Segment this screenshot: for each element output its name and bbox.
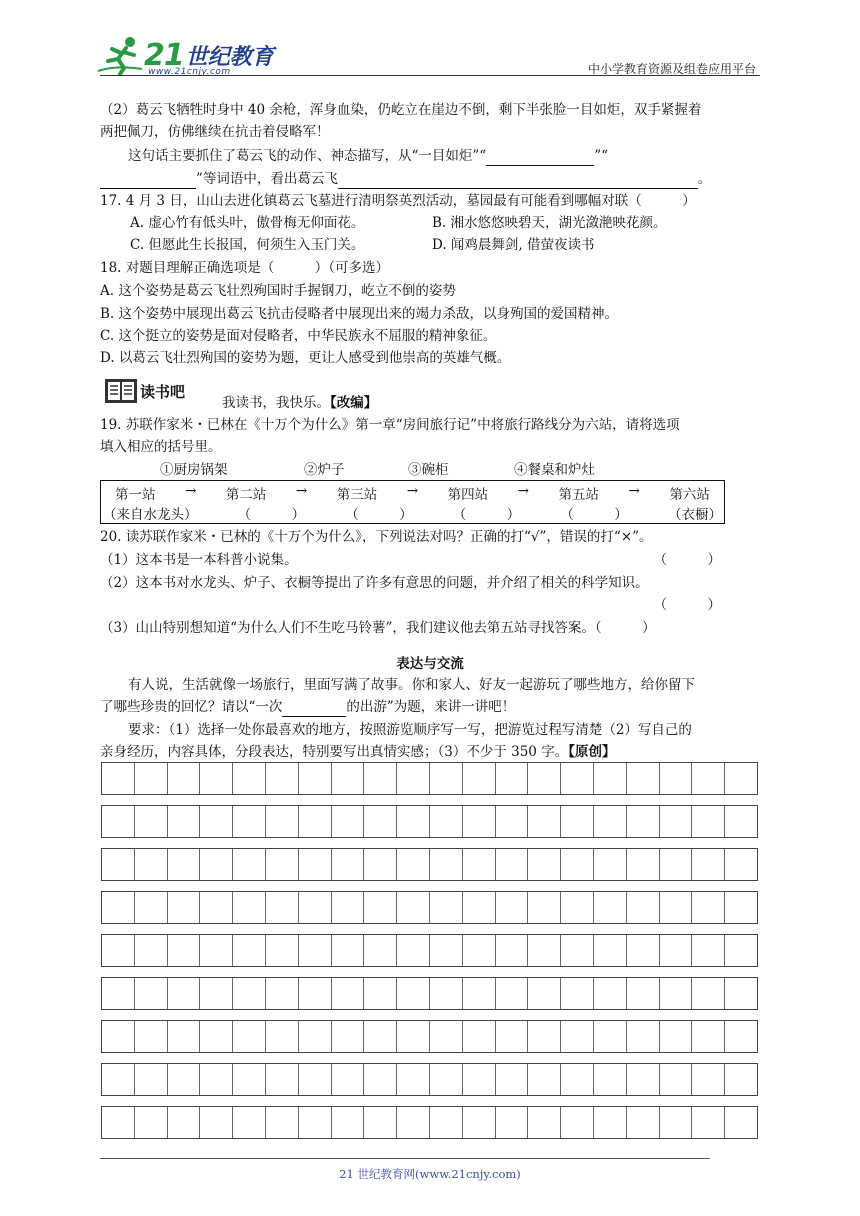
grid-cell[interactable] — [496, 978, 529, 1009]
grid-cell[interactable] — [627, 1021, 660, 1052]
question-17-stem: 17. 4 月 3 日，山山去进化镇葛云飞墓进行清明祭英烈活动，墓园最有可能看到哪幅对联（ ） — [100, 193, 696, 209]
grid-cell[interactable] — [299, 1021, 332, 1052]
grid-cell[interactable] — [135, 892, 168, 923]
writing-grid[interactable] — [101, 762, 758, 1149]
grid-cell[interactable] — [561, 935, 594, 966]
judgement-blank[interactable]: （ ） — [653, 597, 721, 613]
grid-cell[interactable] — [266, 935, 299, 966]
option-c[interactable]: C. 这个挺立的姿势是面对侵略者，中华民族永不屈服的精神象征。 — [100, 328, 497, 344]
option-b[interactable]: B. 这个姿势中展现出葛云飞抗击侵略者中展现出来的竭力杀敌，以身殉国的爱国精神。 — [100, 306, 619, 322]
grid-cell[interactable] — [496, 1107, 529, 1138]
arrow-icon: → — [185, 483, 197, 499]
grid-cell[interactable] — [364, 849, 397, 880]
grid-cell[interactable] — [463, 849, 496, 880]
grid-cell[interactable] — [332, 1107, 365, 1138]
option-c[interactable]: C. 但愿此生长报国，何须生入玉门关。 — [130, 237, 365, 253]
grid-cell[interactable] — [496, 935, 529, 966]
grid-cell[interactable] — [200, 1021, 233, 1052]
judgement-blank[interactable]: （ ） — [653, 552, 721, 568]
grid-cell[interactable] — [660, 1107, 693, 1138]
grid-cell[interactable] — [528, 1064, 561, 1095]
grid-cell[interactable] — [725, 935, 757, 966]
grid-cell[interactable] — [692, 978, 725, 1009]
grid-row[interactable] — [101, 891, 758, 924]
grid-cell[interactable] — [463, 892, 496, 923]
grid-cell[interactable] — [463, 935, 496, 966]
grid-cell[interactable] — [168, 978, 201, 1009]
grid-cell[interactable] — [594, 935, 627, 966]
grid-cell[interactable] — [528, 978, 561, 1009]
choice: ④餐桌和炉灶 — [514, 462, 595, 478]
grid-cell[interactable] — [660, 1064, 693, 1095]
grid-cell[interactable] — [200, 892, 233, 923]
grid-cell[interactable] — [496, 806, 529, 837]
question-17-options-row-1 — [100, 213, 795, 233]
question-20-item-1 — [100, 550, 765, 570]
grid-cell[interactable] — [266, 763, 299, 794]
grid-cell[interactable] — [561, 1064, 594, 1095]
book-icon — [104, 376, 138, 404]
arrow-icon: → — [295, 483, 308, 499]
grid-cell[interactable] — [332, 892, 365, 923]
grid-cell[interactable] — [332, 806, 365, 837]
option-a[interactable]: A. 这个姿势是葛云飞壮烈殉国时手握钢刀，屹立不倒的姿势 — [100, 283, 456, 299]
grid-cell[interactable] — [496, 849, 529, 880]
grid-cell[interactable] — [364, 1064, 397, 1095]
grid-cell[interactable] — [496, 763, 529, 794]
grid-cell[interactable] — [627, 1064, 660, 1095]
grid-cell[interactable] — [725, 1107, 757, 1138]
grid-cell[interactable] — [496, 892, 529, 923]
grid-cell[interactable] — [594, 892, 627, 923]
choice: ②炉子 — [304, 462, 345, 478]
station-answer: （来自水龙头） — [103, 507, 198, 523]
station-answer-blank[interactable]: （ ） — [452, 507, 521, 523]
reading-subtitle-row — [222, 393, 377, 413]
footer-divider — [100, 1158, 710, 1159]
grid-cell[interactable] — [660, 1021, 693, 1052]
choice: ①厨房锅架 — [160, 462, 228, 478]
grid-cell[interactable] — [660, 763, 693, 794]
runner-icon — [96, 35, 144, 75]
grid-cell[interactable] — [496, 1021, 529, 1052]
grid-cell[interactable] — [463, 1064, 496, 1095]
passage-line-2: 两把佩刀，仿佛继续在抗击着侵略军！ — [100, 124, 330, 140]
grid-cell[interactable] — [364, 978, 397, 1009]
grid-cell[interactable] — [299, 978, 332, 1009]
grid-row[interactable] — [101, 848, 758, 881]
question-17-options-row-2 — [100, 235, 795, 255]
station-answer-blank[interactable]: （ ） — [237, 507, 306, 523]
route-stations-row — [101, 483, 724, 503]
grid-cell[interactable] — [168, 806, 201, 837]
grid-cell[interactable] — [561, 849, 594, 880]
grid-row[interactable] — [101, 934, 758, 967]
grid-cell[interactable] — [397, 806, 430, 837]
grid-cell[interactable] — [299, 1064, 332, 1095]
option-d[interactable]: D. 以葛云飞壮烈殉国的姿势为题，更让人感受到他崇高的英雄气概。 — [100, 350, 511, 366]
grid-cell[interactable] — [594, 849, 627, 880]
grid-cell[interactable] — [594, 763, 627, 794]
grid-cell[interactable] — [102, 849, 135, 880]
logo-text: 世纪教育 — [185, 44, 274, 70]
question-18-stem: 18. 对题目理解正确选项是（ ）（可多选） — [100, 260, 390, 276]
footer-text: 21 世纪教育网(www.21cnjy.com) — [339, 1167, 521, 1181]
grid-cell[interactable] — [660, 849, 693, 880]
grid-cell[interactable] — [397, 892, 430, 923]
grid-cell[interactable] — [430, 763, 463, 794]
grid-cell[interactable] — [332, 935, 365, 966]
question-20-stem: 20. 读苏联作家米・已林的《十万个为什么》，下列说法对吗？正确的打“√”，错误的打“×”。 — [100, 529, 653, 545]
essay-title-blank[interactable] — [282, 700, 346, 717]
option-d[interactable]: D. 闻鸡晨舞剑, 借萤夜读书 — [432, 237, 595, 253]
grid-cell[interactable] — [332, 1021, 365, 1052]
essay-requirements-line-1: 要求：（1）选择一处你最喜欢的地方，按照游览顺序写一写，把游览过程写清楚（2）写自己的 — [128, 722, 692, 738]
logo-number: 21 — [144, 37, 184, 73]
grid-cell[interactable] — [561, 806, 594, 837]
judgement-blank[interactable]: （ ） — [594, 620, 656, 636]
grid-cell[interactable] — [725, 1021, 757, 1052]
grid-cell[interactable] — [266, 1021, 299, 1052]
logo-url: www.21cnjy.com — [148, 67, 231, 77]
question-19-stem-1: 19. 苏联作家米・已林在《十万个为什么》第一章“房间旅行记”中将旅行路线分为六站，请将选项 — [100, 417, 680, 433]
grid-cell[interactable] — [364, 1021, 397, 1052]
grid-cell[interactable] — [168, 1021, 201, 1052]
grid-cell[interactable] — [135, 849, 168, 880]
grid-cell[interactable] — [135, 763, 168, 794]
grid-cell[interactable] — [200, 935, 233, 966]
grid-cell[interactable] — [692, 763, 725, 794]
grid-cell[interactable] — [168, 1064, 201, 1095]
grid-cell[interactable] — [233, 1064, 266, 1095]
grid-cell[interactable] — [233, 892, 266, 923]
reading-section-icon — [104, 376, 190, 404]
grid-cell[interactable] — [332, 1064, 365, 1095]
grid-cell[interactable] — [299, 806, 332, 837]
source-tag: 【改编】 — [330, 395, 378, 411]
station-label: 第四站 — [447, 487, 489, 503]
arrow-icon: → — [517, 483, 529, 499]
grid-cell[interactable] — [528, 1107, 561, 1138]
grid-cell[interactable] — [594, 1107, 627, 1138]
grid-cell[interactable] — [233, 1021, 266, 1052]
grid-cell[interactable] — [299, 1107, 332, 1138]
grid-cell[interactable] — [627, 849, 660, 880]
question-20-item-3 — [100, 618, 765, 638]
grid-row[interactable] — [101, 762, 758, 795]
option-b[interactable]: B. 湘水悠悠映碧天，湖光潋滟映花颜。 — [432, 215, 667, 231]
grid-cell[interactable] — [102, 892, 135, 923]
grid-cell[interactable] — [627, 978, 660, 1009]
grid-cell[interactable] — [594, 978, 627, 1009]
reading-subtitle: 我读书，我快乐。 — [222, 395, 330, 411]
grid-cell[interactable] — [594, 806, 627, 837]
route-table — [100, 480, 725, 524]
grid-cell[interactable] — [135, 1021, 168, 1052]
grid-cell[interactable] — [594, 1021, 627, 1052]
grid-cell[interactable] — [233, 1107, 266, 1138]
grid-cell[interactable] — [692, 1021, 725, 1052]
grid-cell[interactable] — [692, 1107, 725, 1138]
grid-cell[interactable] — [463, 1107, 496, 1138]
grid-cell[interactable] — [463, 763, 496, 794]
grid-cell[interactable] — [233, 763, 266, 794]
grid-cell[interactable] — [266, 1107, 299, 1138]
grid-cell[interactable] — [200, 1107, 233, 1138]
grid-cell[interactable] — [725, 892, 757, 923]
grid-cell[interactable] — [430, 978, 463, 1009]
essay-prompt-text: 的出游”为题，来讲一讲吧！ — [346, 699, 516, 715]
grid-cell[interactable] — [463, 978, 496, 1009]
grid-cell[interactable] — [725, 763, 757, 794]
grid-cell[interactable] — [200, 763, 233, 794]
answer-blank[interactable] — [100, 172, 196, 189]
grid-cell[interactable] — [168, 892, 201, 923]
station-answer-blank[interactable]: （ ） — [560, 507, 628, 523]
grid-cell[interactable] — [725, 849, 757, 880]
grid-cell[interactable] — [135, 935, 168, 966]
grid-cell[interactable] — [266, 1064, 299, 1095]
grid-cell[interactable] — [102, 1021, 135, 1052]
passage-text: 。 — [697, 171, 712, 187]
grid-cell[interactable] — [594, 1064, 627, 1095]
grid-cell[interactable] — [528, 1021, 561, 1052]
grid-cell[interactable] — [233, 978, 266, 1009]
grid-cell[interactable] — [233, 806, 266, 837]
grid-row[interactable] — [101, 1020, 758, 1053]
grid-cell[interactable] — [430, 935, 463, 966]
grid-cell[interactable] — [102, 935, 135, 966]
grid-cell[interactable] — [561, 1107, 594, 1138]
grid-cell[interactable] — [397, 935, 430, 966]
grid-cell[interactable] — [266, 806, 299, 837]
grid-cell[interactable] — [200, 849, 233, 880]
passage-text: ”等词语中，看出葛云飞 — [196, 171, 338, 187]
grid-cell[interactable] — [397, 1107, 430, 1138]
grid-cell[interactable] — [135, 978, 168, 1009]
grid-cell[interactable] — [135, 1064, 168, 1095]
grid-row[interactable] — [101, 977, 758, 1010]
grid-cell[interactable] — [168, 763, 201, 794]
grid-cell[interactable] — [299, 849, 332, 880]
grid-cell[interactable] — [102, 1107, 135, 1138]
grid-cell[interactable] — [430, 1021, 463, 1052]
grid-cell[interactable] — [627, 763, 660, 794]
grid-cell[interactable] — [266, 978, 299, 1009]
grid-cell[interactable] — [692, 1064, 725, 1095]
route-answers-row — [101, 503, 724, 523]
grid-cell[interactable] — [168, 849, 201, 880]
grid-cell[interactable] — [692, 849, 725, 880]
grid-cell[interactable] — [168, 1107, 201, 1138]
grid-cell[interactable] — [332, 849, 365, 880]
grid-cell[interactable] — [299, 892, 332, 923]
grid-cell[interactable] — [692, 806, 725, 837]
passage-line-4 — [100, 169, 765, 189]
answer-blank[interactable] — [338, 172, 698, 189]
grid-cell[interactable] — [627, 935, 660, 966]
grid-cell[interactable] — [692, 935, 725, 966]
grid-cell[interactable] — [528, 806, 561, 837]
passage-text: ”“ — [594, 148, 609, 164]
grid-cell[interactable] — [528, 935, 561, 966]
grid-row[interactable] — [101, 1106, 758, 1139]
essay-requirements-text: 亲身经历，内容具体，分段表达，特别要写出真情实感；（3）不少于 350 字。 — [100, 744, 569, 760]
grid-row[interactable] — [101, 1063, 758, 1096]
grid-cell[interactable] — [725, 1064, 757, 1095]
grid-cell[interactable] — [364, 806, 397, 837]
grid-cell[interactable] — [430, 849, 463, 880]
grid-cell[interactable] — [660, 978, 693, 1009]
platform-name: 中小学教育资源及组卷应用平台 — [587, 62, 756, 76]
essay-prompt-line-2 — [100, 697, 765, 717]
grid-cell[interactable] — [660, 806, 693, 837]
grid-cell[interactable] — [102, 763, 135, 794]
header-divider — [100, 75, 760, 76]
grid-cell[interactable] — [528, 763, 561, 794]
grid-cell[interactable] — [364, 763, 397, 794]
grid-cell[interactable] — [200, 978, 233, 1009]
station-answer: （衣橱） — [667, 507, 722, 523]
grid-cell[interactable] — [561, 892, 594, 923]
site-logo — [96, 33, 274, 77]
grid-cell[interactable] — [233, 935, 266, 966]
station-label: 第六站 — [669, 487, 710, 503]
grid-cell[interactable] — [660, 892, 693, 923]
grid-cell[interactable] — [200, 806, 233, 837]
grid-cell[interactable] — [364, 1107, 397, 1138]
station-answer-blank[interactable]: （ ） — [345, 507, 413, 523]
grid-cell[interactable] — [528, 892, 561, 923]
passage-line-1: （2）葛云飞牺牲时身中 40 余枪，浑身血染，仍屹立在崖边不倒，剩下半张脸一目如炬，双手紧握着 — [100, 102, 702, 118]
grid-cell[interactable] — [561, 763, 594, 794]
grid-cell[interactable] — [627, 806, 660, 837]
grid-cell[interactable] — [135, 806, 168, 837]
grid-cell[interactable] — [299, 763, 332, 794]
choice: ③碗柜 — [408, 462, 449, 478]
question-19-stem-2: 填入相应的括号里。 — [100, 439, 222, 455]
essay-prompt-line-1: 有人说，生活就像一场旅行，里面写满了故事。你和家人、好友一起游玩了哪些地方，给你留下 — [128, 677, 695, 693]
grid-cell[interactable] — [397, 1021, 430, 1052]
essay-requirements-line-2 — [100, 742, 765, 762]
essay-section-title: 表达与交流 — [396, 656, 464, 672]
grid-cell[interactable] — [528, 849, 561, 880]
question-19-choices — [160, 460, 680, 480]
grid-cell[interactable] — [692, 892, 725, 923]
passage-text: 这句话主要抓住了葛云飞的动作、神态描写，从“一目如炬”“ — [128, 148, 487, 164]
grid-cell[interactable] — [627, 1107, 660, 1138]
grid-cell[interactable] — [135, 1107, 168, 1138]
grid-cell[interactable] — [430, 1107, 463, 1138]
grid-cell[interactable] — [627, 892, 660, 923]
grid-cell[interactable] — [430, 1064, 463, 1095]
grid-cell[interactable] — [660, 935, 693, 966]
grid-cell[interactable] — [430, 806, 463, 837]
grid-cell[interactable] — [266, 849, 299, 880]
station-label: 第三站 — [336, 487, 378, 503]
grid-cell[interactable] — [463, 1021, 496, 1052]
grid-cell[interactable] — [725, 978, 757, 1009]
arrow-icon: → — [406, 483, 419, 499]
question-20-item-2: （2）这本书对水龙头、炉子、衣橱等提出了许多有意思的问题，并介绍了相关的科学知识。 — [100, 575, 649, 591]
grid-cell[interactable] — [168, 935, 201, 966]
grid-cell[interactable] — [561, 978, 594, 1009]
grid-cell[interactable] — [397, 849, 430, 880]
answer-blank[interactable] — [486, 149, 594, 166]
grid-cell[interactable] — [102, 1064, 135, 1095]
grid-cell[interactable] — [430, 892, 463, 923]
arrow-icon: → — [628, 483, 640, 499]
statement: （3）山山特别想知道“为什么人们不生吃马铃薯”，我们建议他去第五站寻找答案。 — [100, 620, 595, 636]
grid-cell[interactable] — [496, 1064, 529, 1095]
grid-cell[interactable] — [266, 892, 299, 923]
grid-cell[interactable] — [102, 978, 135, 1009]
grid-cell[interactable] — [200, 1064, 233, 1095]
grid-row[interactable] — [101, 805, 758, 838]
passage-line-3 — [100, 146, 765, 166]
station-label: 第二站 — [225, 487, 267, 503]
station-label: 第五站 — [558, 487, 599, 503]
statement: （1）这本书是一本科普小说集。 — [100, 552, 298, 568]
grid-cell[interactable] — [102, 806, 135, 837]
grid-cell[interactable] — [561, 1021, 594, 1052]
reading-icon-text: 读书吧 — [140, 383, 186, 401]
essay-prompt-text: 了哪些珍贵的回忆？请以“一次 — [100, 699, 283, 715]
grid-cell[interactable] — [397, 763, 430, 794]
grid-cell[interactable] — [725, 806, 757, 837]
station-label: 第一站 — [115, 487, 156, 503]
grid-cell[interactable] — [299, 935, 332, 966]
grid-cell[interactable] — [397, 978, 430, 1009]
grid-cell[interactable] — [332, 978, 365, 1009]
grid-cell[interactable] — [463, 806, 496, 837]
grid-cell[interactable] — [364, 892, 397, 923]
option-a[interactable]: A. 虚心竹有低头叶，傲骨梅无仰面花。 — [130, 215, 365, 231]
grid-cell[interactable] — [364, 935, 397, 966]
grid-cell[interactable] — [397, 1064, 430, 1095]
source-tag: 【原创】 — [568, 744, 616, 760]
grid-cell[interactable] — [233, 849, 266, 880]
grid-cell[interactable] — [332, 763, 365, 794]
